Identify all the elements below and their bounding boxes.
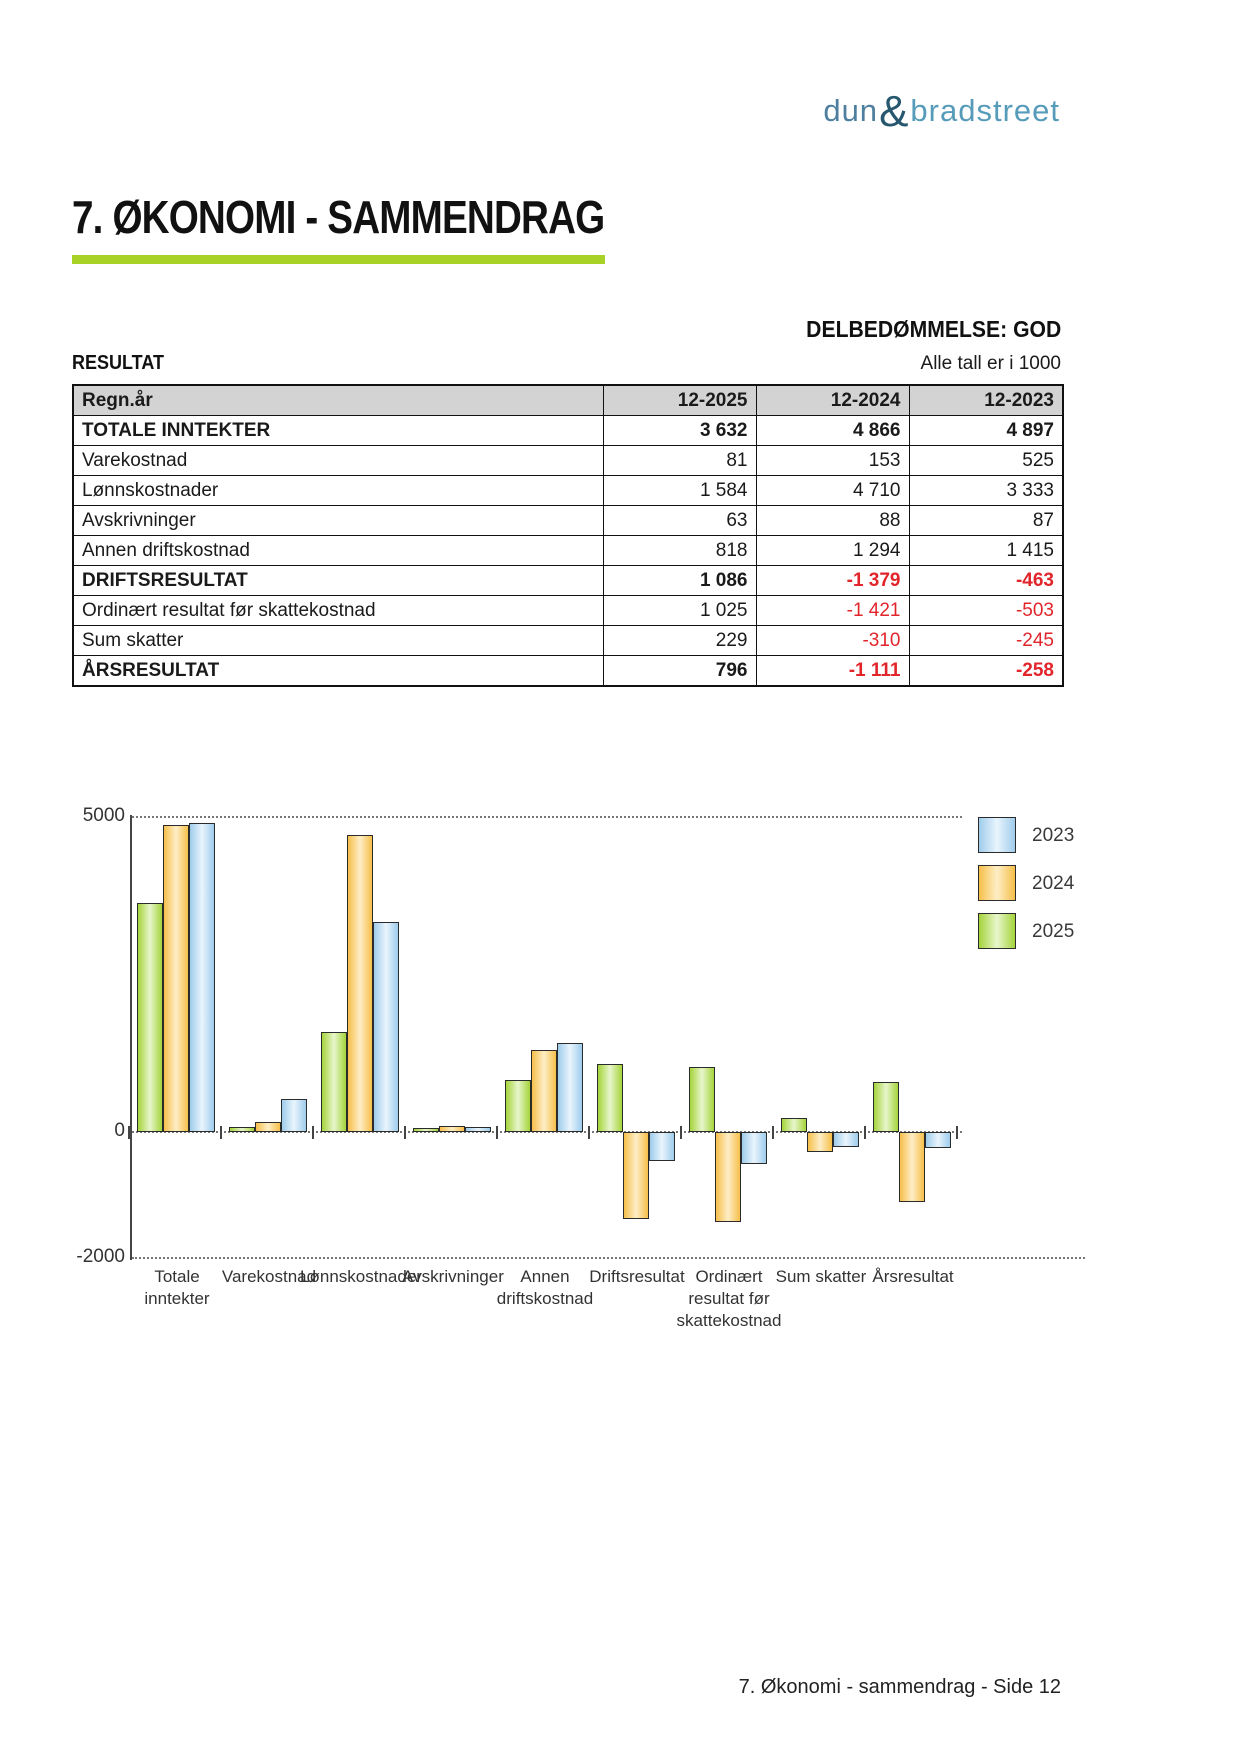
x-axis-label-line: resultat før xyxy=(688,1289,770,1308)
table-row xyxy=(73,476,1063,506)
x-axis-label-line: Sum skatter xyxy=(775,1267,867,1286)
x-axis-label-line: Driftsresultat xyxy=(589,1267,685,1286)
x-axis-label-line: Annen xyxy=(520,1267,570,1286)
row-value: -463 xyxy=(909,566,1063,596)
section-label: RESULTAT xyxy=(72,352,164,374)
column-header: 12-2023 xyxy=(909,385,1063,416)
units-note: Alle tall er i 1000 xyxy=(920,353,1061,374)
row-label: Lønnskostnader xyxy=(73,476,603,506)
bar-2023-ordinært-resultat-før-skattekostnad xyxy=(741,1132,767,1164)
row-label: Ordinært resultat før skattekostnad xyxy=(73,596,603,626)
row-value: -258 xyxy=(909,656,1063,687)
logo-ampersand-icon: & xyxy=(879,87,910,136)
row-value: 4 710 xyxy=(756,476,909,506)
row-label: Sum skatter xyxy=(73,626,603,656)
x-axis-tick xyxy=(772,1126,774,1139)
bar-2025-ordinært-resultat-før-skattekostnad xyxy=(689,1067,715,1132)
x-axis-tick xyxy=(956,1126,958,1139)
row-label: ÅRSRESULTAT xyxy=(73,656,603,687)
column-header: 12-2024 xyxy=(756,385,909,416)
bar-2024-varekostnad xyxy=(255,1122,281,1132)
gridline--2000 xyxy=(132,1257,1085,1259)
dun-bradstreet-logo xyxy=(823,82,1060,136)
column-header: 12-2025 xyxy=(603,385,756,416)
bar-2023-driftsresultat xyxy=(649,1132,675,1161)
bar-2024-lønnskostnader xyxy=(347,835,373,1132)
x-axis-tick xyxy=(220,1126,222,1139)
bar-2024-ordinært-resultat-før-skattekostnad xyxy=(715,1132,741,1222)
assessment-label: DELBEDØMMELSE: GOD xyxy=(805,316,1061,342)
bar-2023-avskrivninger xyxy=(465,1127,491,1132)
results-table xyxy=(72,384,1064,687)
legend-label-2024: 2024 xyxy=(1032,873,1075,894)
x-axis-tick xyxy=(588,1126,590,1139)
bar-2025-annen-driftskostnad xyxy=(505,1080,531,1132)
legend-swatch-2024 xyxy=(978,865,1016,901)
row-value: -1 111 xyxy=(756,656,909,687)
y-axis-label: 5000 xyxy=(82,805,125,826)
results-table-body xyxy=(73,416,1063,687)
x-axis-label-line: Ordinært xyxy=(695,1267,763,1286)
row-value: 1 025 xyxy=(603,596,756,626)
x-axis-tick xyxy=(312,1126,314,1139)
x-axis-label-line: skattekostnad xyxy=(676,1311,782,1330)
legend-swatch-2025 xyxy=(978,913,1016,949)
table-row xyxy=(73,626,1063,656)
bar-2025-avskrivninger xyxy=(413,1128,439,1132)
bar-2025-lønnskostnader xyxy=(321,1032,347,1132)
row-value: 81 xyxy=(603,446,756,476)
row-label: TOTALE INNTEKTER xyxy=(73,416,603,446)
row-value: 1 294 xyxy=(756,536,909,566)
bar-2024-årsresultat xyxy=(899,1132,925,1202)
table-row xyxy=(73,656,1063,687)
bar-2023-sum-skatter xyxy=(833,1132,859,1147)
bar-2025-sum-skatter xyxy=(781,1118,807,1132)
results-chart xyxy=(0,700,1241,1340)
row-value: -1 421 xyxy=(756,596,909,626)
table-row xyxy=(73,446,1063,476)
row-value: -310 xyxy=(756,626,909,656)
row-value: 88 xyxy=(756,506,909,536)
x-axis-tick xyxy=(128,1126,130,1139)
table-row xyxy=(73,416,1063,446)
bar-2025-varekostnad xyxy=(229,1127,255,1132)
x-axis-label-line: Avskrivninger xyxy=(402,1267,504,1286)
row-value: -503 xyxy=(909,596,1063,626)
table-row xyxy=(73,536,1063,566)
x-axis-label xyxy=(838,1266,988,1288)
legend-label-2025: 2025 xyxy=(1032,921,1075,942)
page-title: 7. ØKONOMI - SAMMENDRAG xyxy=(72,191,605,243)
bar-2024-totale-inntekter xyxy=(163,825,189,1132)
bar-2023-annen-driftskostnad xyxy=(557,1043,583,1132)
bar-2023-lønnskostnader xyxy=(373,922,399,1132)
table-row xyxy=(73,506,1063,536)
x-axis-tick xyxy=(404,1126,406,1139)
row-value: 153 xyxy=(756,446,909,476)
row-label: DRIFTSRESULTAT xyxy=(73,566,603,596)
legend-label-2023: 2023 xyxy=(1032,825,1075,846)
logo-text-dun: dun xyxy=(823,93,879,128)
x-axis-tick xyxy=(680,1126,682,1139)
x-axis-label-line: driftskostnad xyxy=(496,1289,594,1308)
row-value: 63 xyxy=(603,506,756,536)
row-label: Varekostnad xyxy=(73,446,603,476)
bar-2023-årsresultat xyxy=(925,1132,951,1148)
row-value: 87 xyxy=(909,506,1063,536)
bar-2023-varekostnad xyxy=(281,1099,307,1132)
row-value: 3 632 xyxy=(603,416,756,446)
bar-2025-driftsresultat xyxy=(597,1064,623,1132)
x-axis-label-line: inntekter xyxy=(144,1289,210,1308)
bar-2024-sum-skatter xyxy=(807,1132,833,1152)
y-axis-line xyxy=(130,815,132,1260)
y-axis-label: -2000 xyxy=(76,1246,125,1267)
row-value: 796 xyxy=(603,656,756,687)
row-value: 4 897 xyxy=(909,416,1063,446)
bar-2024-annen-driftskostnad xyxy=(531,1050,557,1132)
column-header: Regn.år xyxy=(73,385,603,416)
row-value: 3 333 xyxy=(909,476,1063,506)
gridline-5000 xyxy=(132,816,962,818)
bar-2025-årsresultat xyxy=(873,1082,899,1132)
bar-2025-totale-inntekter xyxy=(137,903,163,1132)
bar-2023-totale-inntekter xyxy=(189,823,215,1132)
x-axis-label-line: Totale xyxy=(154,1267,200,1286)
row-value: 818 xyxy=(603,536,756,566)
x-axis-label-line: Lønnskostnader xyxy=(300,1267,422,1286)
results-table-head-row xyxy=(73,385,1063,416)
legend-swatch-2023 xyxy=(978,817,1016,853)
row-label: Avskrivninger xyxy=(73,506,603,536)
x-axis-label-line: Årsresultat xyxy=(872,1267,954,1286)
row-value: -1 379 xyxy=(756,566,909,596)
bar-2024-driftsresultat xyxy=(623,1132,649,1219)
x-axis-tick xyxy=(864,1126,866,1139)
row-value: 1 584 xyxy=(603,476,756,506)
logo-text-bradstreet: bradstreet xyxy=(910,93,1060,128)
row-value: 1 415 xyxy=(909,536,1063,566)
table-row xyxy=(73,596,1063,626)
row-value: 1 086 xyxy=(603,566,756,596)
row-value: -245 xyxy=(909,626,1063,656)
row-value: 229 xyxy=(603,626,756,656)
x-axis-tick xyxy=(496,1126,498,1139)
x-axis-label-line: Varekostnad xyxy=(221,1267,317,1286)
row-label: Annen driftskostnad xyxy=(73,536,603,566)
title-underline xyxy=(72,255,605,264)
y-axis-label: 0 xyxy=(114,1120,125,1141)
table-row xyxy=(73,566,1063,596)
bar-2024-avskrivninger xyxy=(439,1126,465,1132)
page-footer: 7. Økonomi - sammendrag - Side 12 xyxy=(738,1676,1061,1698)
row-value: 525 xyxy=(909,446,1063,476)
row-value: 4 866 xyxy=(756,416,909,446)
